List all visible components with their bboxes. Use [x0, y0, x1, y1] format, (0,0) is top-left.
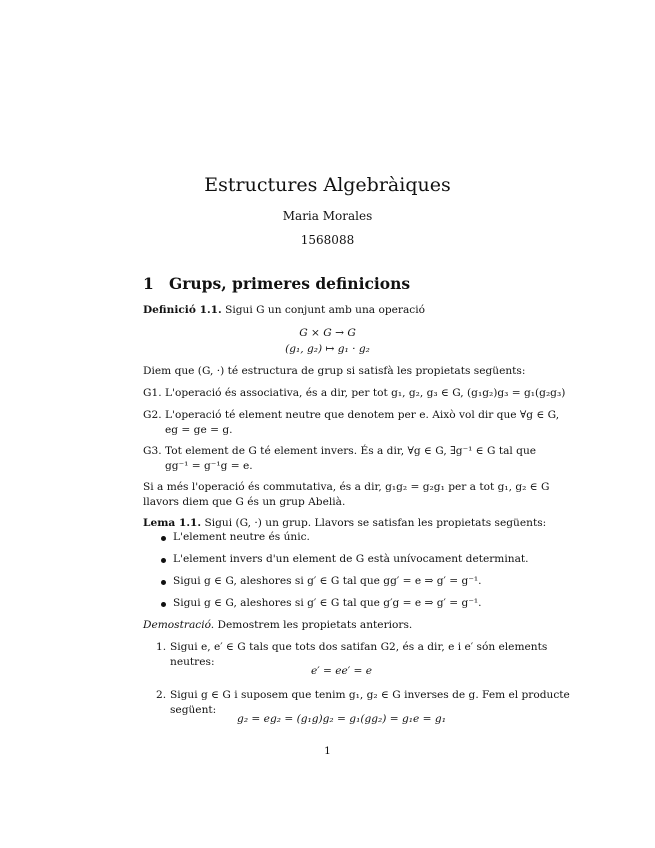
proof-step-2-line1: Sigui g ∈ G i suposem que tenim g₁, g₂ ∈ G inverses de g. Fem el producte	[170, 689, 570, 701]
property-g1-text: L'operació és associativa, és a dir, per tot g₁, g₂, g₃ ∈ G, (g₁g₂)g₃ = g₁(g₂g₃)	[165, 387, 566, 399]
property-g1-label: G1.	[143, 387, 162, 399]
page-number: 1	[324, 745, 331, 757]
bullet-icon	[160, 576, 168, 584]
lemma-label: Lema 1.1.	[143, 517, 202, 529]
lemma-item-2: L'element invers d'un element de G està unívocament determinat.	[173, 553, 529, 565]
lemma-item-4: Sigui g ∈ G, aleshores si g′ ∈ G tal que g′g = e ⇒ g′ = g⁻¹.	[173, 597, 482, 609]
property-g2-text-line2: eg = ge = g.	[165, 424, 233, 436]
proof-step-1-line1: Sigui e, e′ ∈ G tals que tots dos satifan G2, és a dir, e i e′ són elements	[170, 641, 548, 653]
property-g2-text-line1: L'operació té element neutre que denotem per e. Això vol dir que ∀g ∈ G,	[165, 409, 560, 421]
definition-text: Sigui G un conjunt amb una operació	[225, 304, 425, 316]
proof-step-2-label: 2.	[156, 689, 167, 701]
definition-equation-product: (g₁, g₂) ↦ g₁ · g₂	[285, 343, 370, 355]
section-number: 1	[143, 274, 154, 293]
section-title: Grups, primeres definicions	[169, 274, 411, 293]
lemma-item-3: Sigui g ∈ G, aleshores si g′ ∈ G tal que gg′ = e ⇒ g′ = g⁻¹.	[173, 575, 482, 587]
section-heading	[143, 274, 410, 294]
lemma-text: Sigui (G, ·) un grup. Llavors se satisfan les propietats següents:	[204, 517, 547, 529]
proof-text: Demostrem les propietats anteriors.	[217, 619, 413, 631]
proof-step-1-equation: e′ = ee′ = e	[310, 665, 373, 677]
property-g3-label: G3.	[143, 445, 162, 457]
abelian-text-line2: llavors diem que G és un grup Abelià.	[143, 496, 346, 508]
proof-step-2-line2: següent:	[170, 704, 217, 716]
definition-label: Definició 1.1.	[143, 304, 222, 316]
bullet-icon	[160, 554, 168, 562]
bullet-icon	[160, 532, 168, 540]
student-id: 1568088	[300, 233, 355, 247]
proof-statement	[143, 618, 412, 633]
bullet-icon	[160, 598, 168, 606]
proof-step-1-line2: neutres:	[170, 656, 215, 668]
property-g2-label: G2.	[143, 409, 162, 421]
lemma-statement	[143, 516, 546, 531]
definition-equation-map: G × G → G	[299, 327, 356, 339]
property-g3-text-line1: Tot element de G té element invers. És a dir, ∀g ∈ G, ∃g⁻¹ ∈ G tal que	[165, 445, 537, 457]
definition-intro: Diem que (G, ·) té estructura de grup si satisfà les propietats següents:	[143, 365, 526, 377]
proof-step-1-label: 1.	[156, 641, 167, 653]
property-g3-text-line2: gg⁻¹ = g⁻¹g = e.	[165, 460, 253, 472]
author-name: Maria Morales	[282, 209, 373, 223]
proof-label: Demostració.	[143, 619, 215, 631]
document-title: Estructures Algebràiques	[204, 174, 451, 196]
abelian-text-line1: Si a més l'operació és commutativa, és a dir, g₁g₂ = g₂g₁ per a tot g₁, g₂ ∈ G	[143, 481, 550, 493]
lemma-item-1: L'element neutre és únic.	[173, 531, 310, 543]
proof-step-2-equation: g₂ = eg₂ = (g₁g)g₂ = g₁(gg₂) = g₁e = g₁	[237, 713, 446, 725]
definition-statement	[143, 303, 425, 318]
